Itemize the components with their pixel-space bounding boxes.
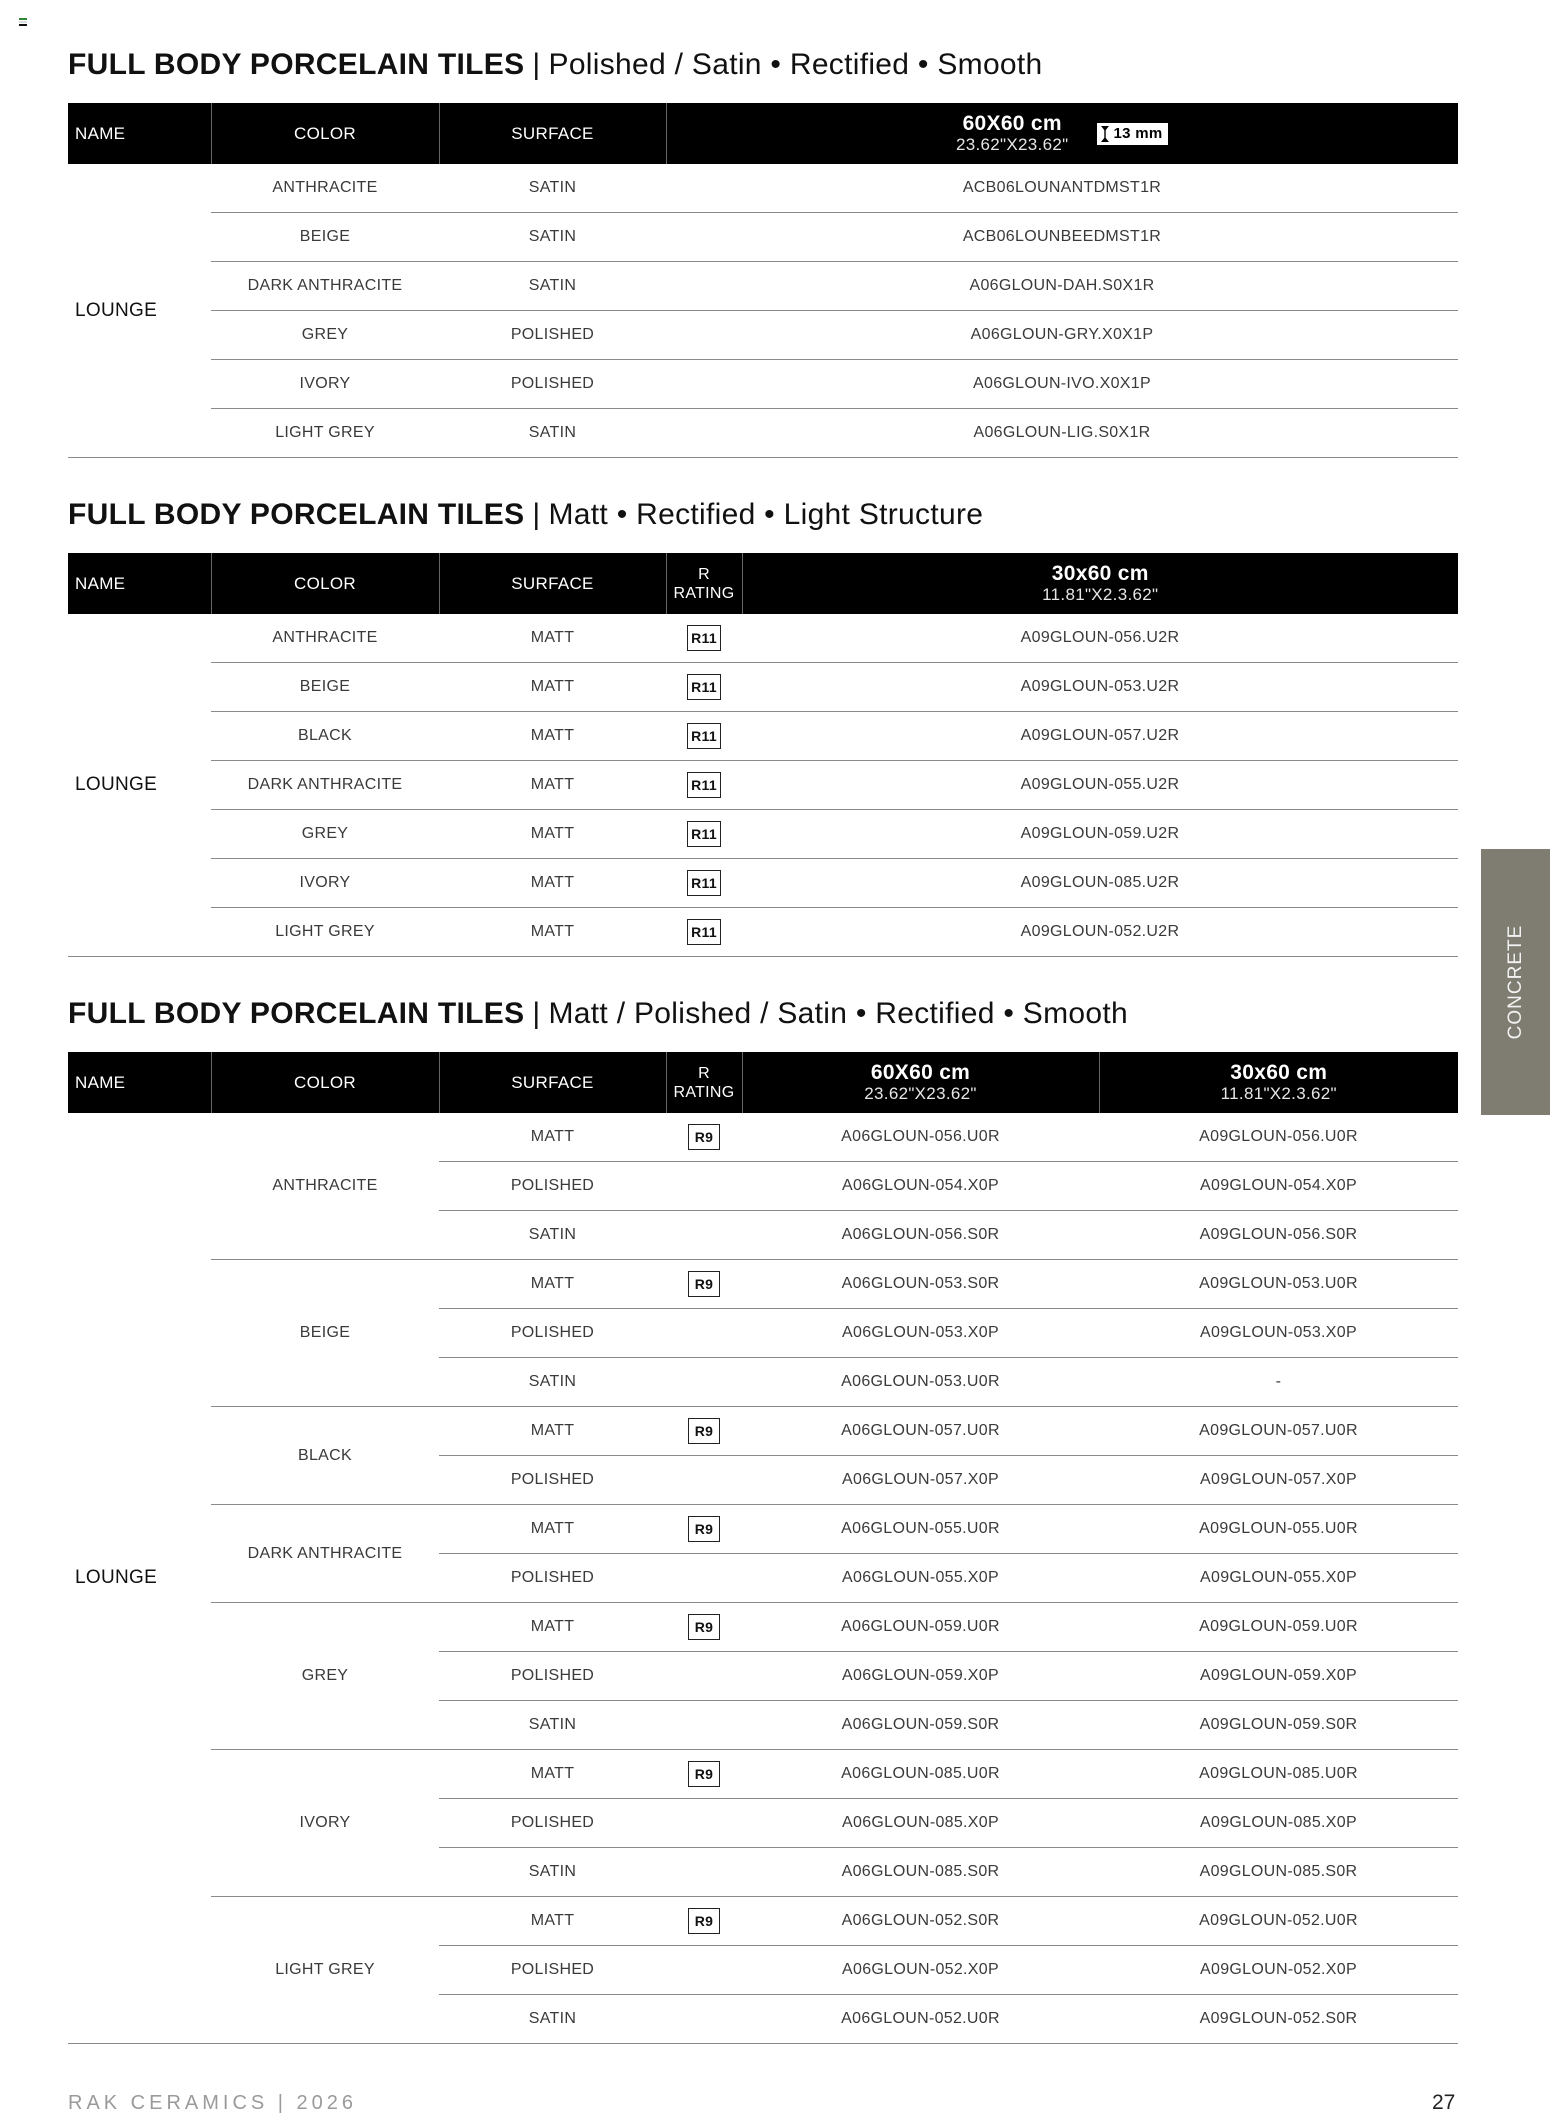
series-name: LOUNGE (68, 614, 211, 957)
product-code-cell: - (1099, 1358, 1458, 1407)
product-code-cell: A09GLOUN-052.X0P (1099, 1946, 1458, 1995)
rating-cell (666, 1309, 742, 1358)
size-label: 30x60 cm (1051, 562, 1149, 585)
table-row (68, 1505, 1458, 1554)
rating-header-label: RATING (673, 1083, 735, 1101)
section-title-3 (68, 996, 1128, 1032)
surface-cell: SATIN (439, 409, 666, 458)
color-cell: BLACK (211, 712, 439, 761)
product-code-cell: A06GLOUN-052.S0R (742, 1897, 1099, 1946)
product-code-cell: A09GLOUN-056.U2R (742, 614, 1458, 663)
rating-cell (666, 1750, 742, 1799)
rating-cell (666, 1897, 742, 1946)
spec-table-3 (68, 1052, 1458, 2044)
rating-cell (666, 1211, 742, 1260)
product-code-cell: ACB06LOUNBEEDMST1R (666, 213, 1458, 262)
surface-cell: MATT (439, 1603, 666, 1652)
surface-cell: MATT (439, 1750, 666, 1799)
slip-rating-badge: R9 (688, 1271, 720, 1297)
color-cell: BEIGE (211, 213, 439, 262)
slip-rating-badge: R11 (687, 821, 721, 847)
slip-rating-badge: R11 (687, 625, 721, 651)
product-code-cell: A06GLOUN-057.U0R (742, 1407, 1099, 1456)
product-code-cell: A06GLOUN-GRY.X0X1P (666, 311, 1458, 360)
rating-cell (666, 1848, 742, 1897)
size-label: 60X60 cm (962, 112, 1062, 135)
rating-cell (666, 712, 742, 761)
product-code-cell: A06GLOUN-055.X0P (742, 1554, 1099, 1603)
product-code-cell: A06GLOUN-085.X0P (742, 1799, 1099, 1848)
table-row (68, 311, 1458, 360)
thickness-badge (1097, 123, 1168, 145)
table-row (68, 164, 1458, 213)
product-code-cell: A09GLOUN-059.S0R (1099, 1701, 1458, 1750)
table-row (68, 213, 1458, 262)
size-inch-label: 23.62"X23.62" (956, 135, 1069, 154)
table-row (68, 663, 1458, 712)
surface-cell: SATIN (439, 262, 666, 311)
product-code-cell: A09GLOUN-059.U0R (1099, 1603, 1458, 1652)
surface-cell: MATT (439, 1113, 666, 1162)
table-row (68, 360, 1458, 409)
rating-cell (666, 859, 742, 908)
table-row (68, 1113, 1458, 1162)
color-cell: DARK ANTHRACITE (211, 761, 439, 810)
rating-cell (666, 761, 742, 810)
product-code-cell: A06GLOUN-059.S0R (742, 1701, 1099, 1750)
rating-cell (666, 1701, 742, 1750)
surface-cell: POLISHED (439, 1309, 666, 1358)
product-code-cell: A06GLOUN-LIG.S0X1R (666, 409, 1458, 458)
rating-cell (666, 1358, 742, 1407)
product-code-cell: A06GLOUN-053.X0P (742, 1309, 1099, 1358)
color-cell: DARK ANTHRACITE (211, 1505, 439, 1603)
uae-flag-icon (19, 18, 27, 24)
rating-cell (666, 1799, 742, 1848)
surface-cell: POLISHED (439, 1456, 666, 1505)
surface-cell: POLISHED (439, 1652, 666, 1701)
product-code-cell: A09GLOUN-052.S0R (1099, 1995, 1458, 2044)
color-cell: LIGHT GREY (211, 409, 439, 458)
color-cell: BEIGE (211, 663, 439, 712)
rating-cell (666, 1162, 742, 1211)
color-cell: ANTHRACITE (211, 164, 439, 213)
rating-header-r: R (698, 565, 710, 583)
rating-cell (666, 1113, 742, 1162)
surface-cell: POLISHED (439, 1554, 666, 1603)
col-header-name: NAME (68, 553, 211, 614)
product-code-cell: A06GLOUN-057.X0P (742, 1456, 1099, 1505)
col-header-color: COLOR (211, 103, 439, 164)
product-code-cell: A09GLOUN-057.U0R (1099, 1407, 1458, 1456)
product-code-cell: A06GLOUN-056.S0R (742, 1211, 1099, 1260)
table-row (68, 859, 1458, 908)
slip-rating-badge: R9 (688, 1516, 720, 1542)
table-row (68, 262, 1458, 311)
slip-rating-badge: R9 (688, 1908, 720, 1934)
product-code-cell: A09GLOUN-055.U0R (1099, 1505, 1458, 1554)
footer-brand: RAK CERAMICS | 2026 (68, 2092, 358, 2114)
product-code-cell: A06GLOUN-IVO.X0X1P (666, 360, 1458, 409)
title-separator: | (532, 997, 541, 1030)
product-code-cell: A06GLOUN-054.X0P (742, 1162, 1099, 1211)
product-code-cell: A09GLOUN-085.X0P (1099, 1799, 1458, 1848)
table-row (68, 1897, 1458, 1946)
section-title-rest: Matt / Polished / Satin • Rectified • Smooth (548, 997, 1128, 1030)
product-code-cell: A09GLOUN-054.X0P (1099, 1162, 1458, 1211)
surface-cell: SATIN (439, 1358, 666, 1407)
col-header-surface: SURFACE (439, 1052, 666, 1113)
size-inch-label: 23.62"X23.62" (864, 1084, 977, 1103)
col-header-surface: SURFACE (439, 553, 666, 614)
slip-rating-badge: R11 (687, 772, 721, 798)
rating-cell (666, 1946, 742, 1995)
product-code-cell: A09GLOUN-053.X0P (1099, 1309, 1458, 1358)
col-header-rating (666, 1052, 742, 1113)
product-code-cell: A09GLOUN-085.S0R (1099, 1848, 1458, 1897)
title-separator: | (532, 498, 541, 531)
color-cell: BEIGE (211, 1260, 439, 1407)
product-code-cell: A09GLOUN-085.U2R (742, 859, 1458, 908)
color-cell: ANTHRACITE (211, 614, 439, 663)
surface-cell: SATIN (439, 213, 666, 262)
surface-cell: POLISHED (439, 1162, 666, 1211)
col-header-color: COLOR (211, 553, 439, 614)
slip-rating-badge: R11 (687, 674, 721, 700)
surface-cell: SATIN (439, 1211, 666, 1260)
surface-cell: POLISHED (439, 311, 666, 360)
product-code-cell: A06GLOUN-059.U0R (742, 1603, 1099, 1652)
rating-cell (666, 663, 742, 712)
rating-cell (666, 1603, 742, 1652)
product-code-cell: A09GLOUN-059.X0P (1099, 1652, 1458, 1701)
slip-rating-badge: R11 (687, 919, 721, 945)
size-inch-label: 11.81"X2.3.62" (1220, 1084, 1337, 1103)
table-row (68, 1407, 1458, 1456)
slip-rating-badge: R9 (688, 1124, 720, 1150)
rating-cell (666, 1407, 742, 1456)
product-code-cell: A09GLOUN-085.U0R (1099, 1750, 1458, 1799)
color-cell: IVORY (211, 360, 439, 409)
surface-cell: MATT (439, 810, 666, 859)
rating-cell (666, 1995, 742, 2044)
product-code-cell: A09GLOUN-056.S0R (1099, 1211, 1458, 1260)
color-cell: GREY (211, 810, 439, 859)
rating-cell (666, 1652, 742, 1701)
section-title-rest: Polished / Satin • Rectified • Smooth (548, 48, 1043, 81)
series-name: LOUNGE (68, 164, 211, 458)
surface-cell: POLISHED (439, 1946, 666, 1995)
col-header-surface: SURFACE (439, 103, 666, 164)
size-inch-label: 11.81"X2.3.62" (1042, 585, 1159, 604)
rating-cell (666, 1456, 742, 1505)
product-code-cell: A06GLOUN-052.X0P (742, 1946, 1099, 1995)
slip-rating-badge: R9 (688, 1418, 720, 1444)
rating-header-r: R (698, 1064, 710, 1082)
col-header-name: NAME (68, 1052, 211, 1113)
table-row (68, 761, 1458, 810)
product-code-cell: ACB06LOUNANTDMST1R (666, 164, 1458, 213)
product-code-cell: A09GLOUN-057.X0P (1099, 1456, 1458, 1505)
product-code-cell: A06GLOUN-053.S0R (742, 1260, 1099, 1309)
product-code-cell: A09GLOUN-056.U0R (1099, 1113, 1458, 1162)
color-cell: IVORY (211, 1750, 439, 1897)
title-separator: | (532, 48, 541, 81)
product-code-cell: A06GLOUN-052.U0R (742, 1995, 1099, 2044)
size-label: 60X60 cm (870, 1061, 971, 1084)
table-row (68, 1603, 1458, 1652)
color-cell: GREY (211, 1603, 439, 1750)
table-row (68, 908, 1458, 957)
col-header-color: COLOR (211, 1052, 439, 1113)
table-row (68, 810, 1458, 859)
side-tab-label: CONCRETE (1504, 924, 1526, 1040)
col-header-size-2 (1099, 1052, 1458, 1113)
table-row (68, 409, 1458, 458)
product-code-cell: A06GLOUN-085.S0R (742, 1848, 1099, 1897)
series-name: LOUNGE (68, 1113, 211, 2044)
col-header-rating (666, 553, 742, 614)
color-cell: BLACK (211, 1407, 439, 1505)
product-code-cell: A09GLOUN-057.U2R (742, 712, 1458, 761)
thickness-icon (1100, 125, 1110, 143)
section-title-1 (68, 47, 1043, 83)
spec-table-2 (68, 553, 1458, 957)
surface-cell: SATIN (439, 1701, 666, 1750)
product-code-cell: A06GLOUN-DAH.S0X1R (666, 262, 1458, 311)
table-row (68, 614, 1458, 663)
surface-cell: MATT (439, 1505, 666, 1554)
product-code-cell: A09GLOUN-053.U2R (742, 663, 1458, 712)
section-title-bold: FULL BODY PORCELAIN TILES (68, 997, 525, 1030)
surface-cell: MATT (439, 1897, 666, 1946)
color-cell: ANTHRACITE (211, 1113, 439, 1260)
slip-rating-badge: R9 (688, 1614, 720, 1640)
product-code-cell: A09GLOUN-055.X0P (1099, 1554, 1458, 1603)
section-title-rest: Matt • Rectified • Light Structure (548, 498, 984, 531)
rating-cell (666, 1554, 742, 1603)
category-side-tab (1481, 849, 1550, 1115)
surface-cell: MATT (439, 1260, 666, 1309)
product-code-cell: A06GLOUN-055.U0R (742, 1505, 1099, 1554)
section-title-bold: FULL BODY PORCELAIN TILES (68, 498, 525, 531)
slip-rating-badge: R9 (688, 1761, 720, 1787)
table-row (68, 1750, 1458, 1799)
product-code-cell: A06GLOUN-056.U0R (742, 1113, 1099, 1162)
product-code-cell: A06GLOUN-053.U0R (742, 1358, 1099, 1407)
surface-cell: POLISHED (439, 360, 666, 409)
rating-cell (666, 908, 742, 957)
color-cell: IVORY (211, 859, 439, 908)
surface-cell: POLISHED (439, 1799, 666, 1848)
surface-cell: MATT (439, 663, 666, 712)
product-code-cell: A06GLOUN-085.U0R (742, 1750, 1099, 1799)
thickness-value: 13 mm (1113, 124, 1163, 142)
color-cell: LIGHT GREY (211, 908, 439, 957)
table-row (68, 712, 1458, 761)
product-code-cell: A09GLOUN-052.U0R (1099, 1897, 1458, 1946)
col-header-size-1 (742, 1052, 1099, 1113)
product-code-cell: A09GLOUN-055.U2R (742, 761, 1458, 810)
rating-header-label: RATING (673, 584, 735, 602)
surface-cell: MATT (439, 761, 666, 810)
surface-cell: MATT (439, 908, 666, 957)
spec-table-1 (68, 103, 1458, 458)
rating-cell (666, 810, 742, 859)
rating-cell (666, 1505, 742, 1554)
surface-cell: MATT (439, 859, 666, 908)
product-code-cell: A06GLOUN-059.X0P (742, 1652, 1099, 1701)
product-code-cell: A09GLOUN-059.U2R (742, 810, 1458, 859)
col-header-name: NAME (68, 103, 211, 164)
slip-rating-badge: R11 (687, 870, 721, 896)
product-code-cell: A09GLOUN-053.U0R (1099, 1260, 1458, 1309)
surface-cell: MATT (439, 1407, 666, 1456)
color-cell: DARK ANTHRACITE (211, 262, 439, 311)
color-cell: LIGHT GREY (211, 1897, 439, 2044)
section-title-2 (68, 497, 983, 533)
slip-rating-badge: R11 (687, 723, 721, 749)
size-label: 30x60 cm (1230, 1061, 1328, 1084)
rating-cell (666, 1260, 742, 1309)
col-header-size (666, 103, 1458, 164)
col-header-size (742, 553, 1458, 614)
surface-cell: SATIN (439, 1848, 666, 1897)
table-row (68, 1260, 1458, 1309)
product-code-cell: A09GLOUN-052.U2R (742, 908, 1458, 957)
rating-cell (666, 614, 742, 663)
surface-cell: SATIN (439, 164, 666, 213)
section-title-bold: FULL BODY PORCELAIN TILES (68, 48, 525, 81)
surface-cell: SATIN (439, 1995, 666, 2044)
surface-cell: MATT (439, 614, 666, 663)
surface-cell: MATT (439, 712, 666, 761)
page-number: 27 (1432, 2091, 1456, 2114)
color-cell: GREY (211, 311, 439, 360)
